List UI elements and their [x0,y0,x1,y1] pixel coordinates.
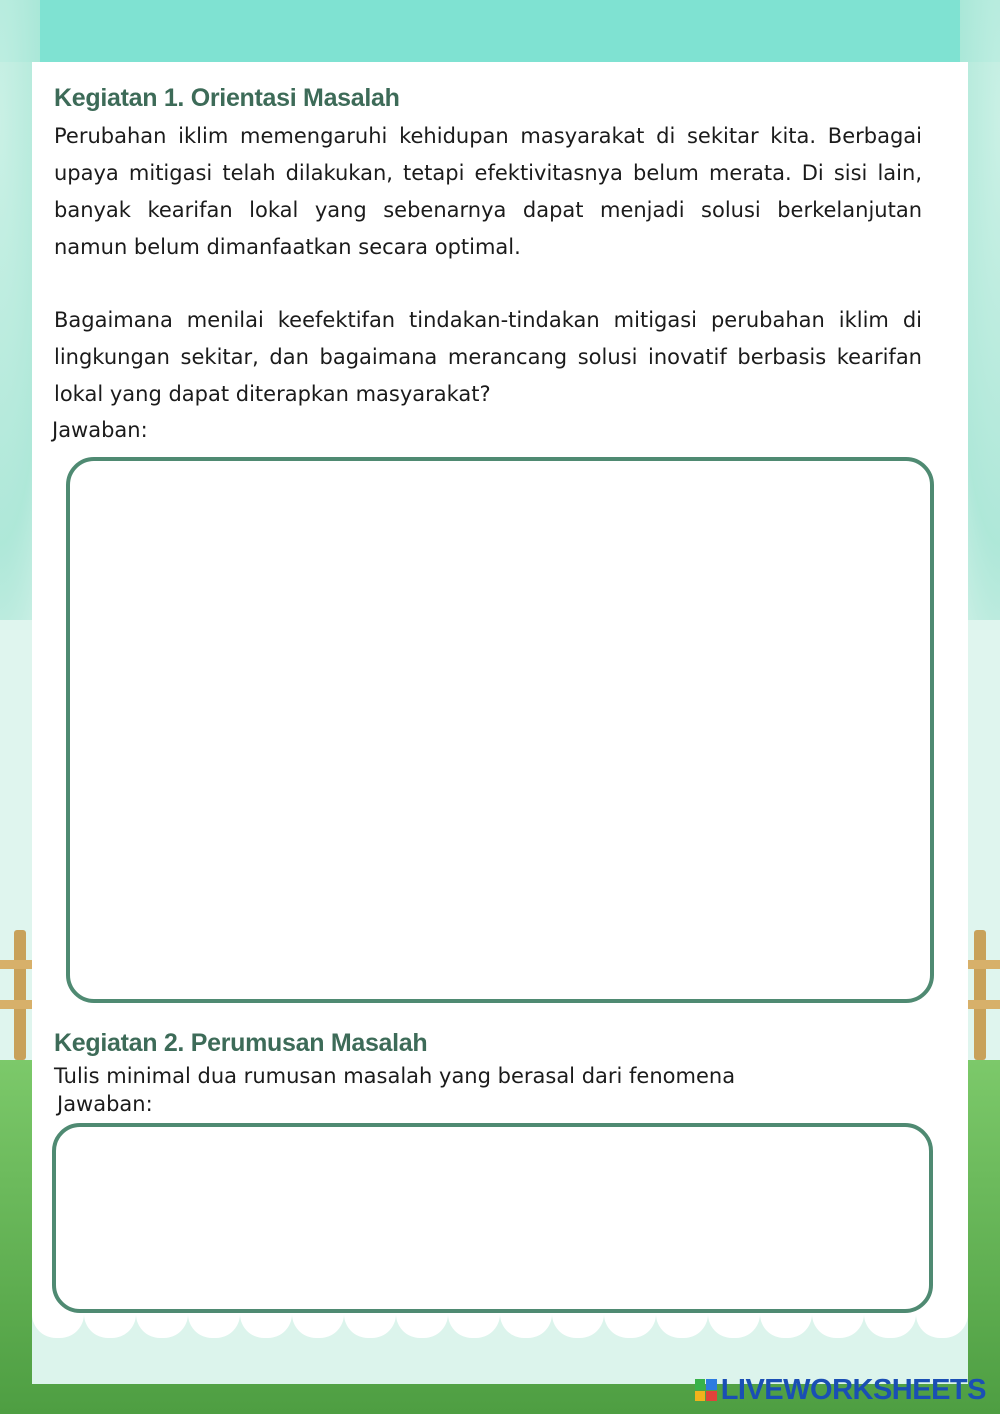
activity2-title: Kegiatan 2. Perumusan Masalah [54,1029,428,1057]
activity2-instruction: Tulis minimal dua rumusan masalah yang berasal dari fenomena [54,1064,736,1088]
activity1-answer-label: Jawaban: [52,418,148,442]
activity1-title: Kegiatan 1. Orientasi Masalah [54,84,400,112]
activity2-answer-field[interactable] [52,1123,933,1313]
liveworksheets-logo-text: LIVEWORKSHEETS [720,1373,986,1406]
top-decorative-band [0,0,1000,62]
activity1-paragraph-question: Bagaimana menilai keefektifan tindakan-tindakan mitigasi perubahan iklim di lingkungan sekitar, dan bagaimana merancang solusi inovatif berbasis kearifan lokal yang dapat diterapkan masyarakat? [54,308,922,406]
liveworksheets-logo [695,1374,986,1406]
activity1-paragraph-context: Perubahan iklim memengaruhi kehidupan masyarakat di sekitar kita. Berbagai upaya mitigasi telah dilakukan, tetapi efektivitasnya belum merata. Di sisi lain, banyak kearifan lokal yang sebenarnya dapat menjadi solusi berkelanjutan namun belum dimanfaatkan secara optimal. [54,124,922,259]
activity1-answer-field[interactable] [66,457,934,1003]
liveworksheets-logo-icon [695,1379,717,1401]
activity2-answer-label: Jawaban: [57,1092,153,1116]
